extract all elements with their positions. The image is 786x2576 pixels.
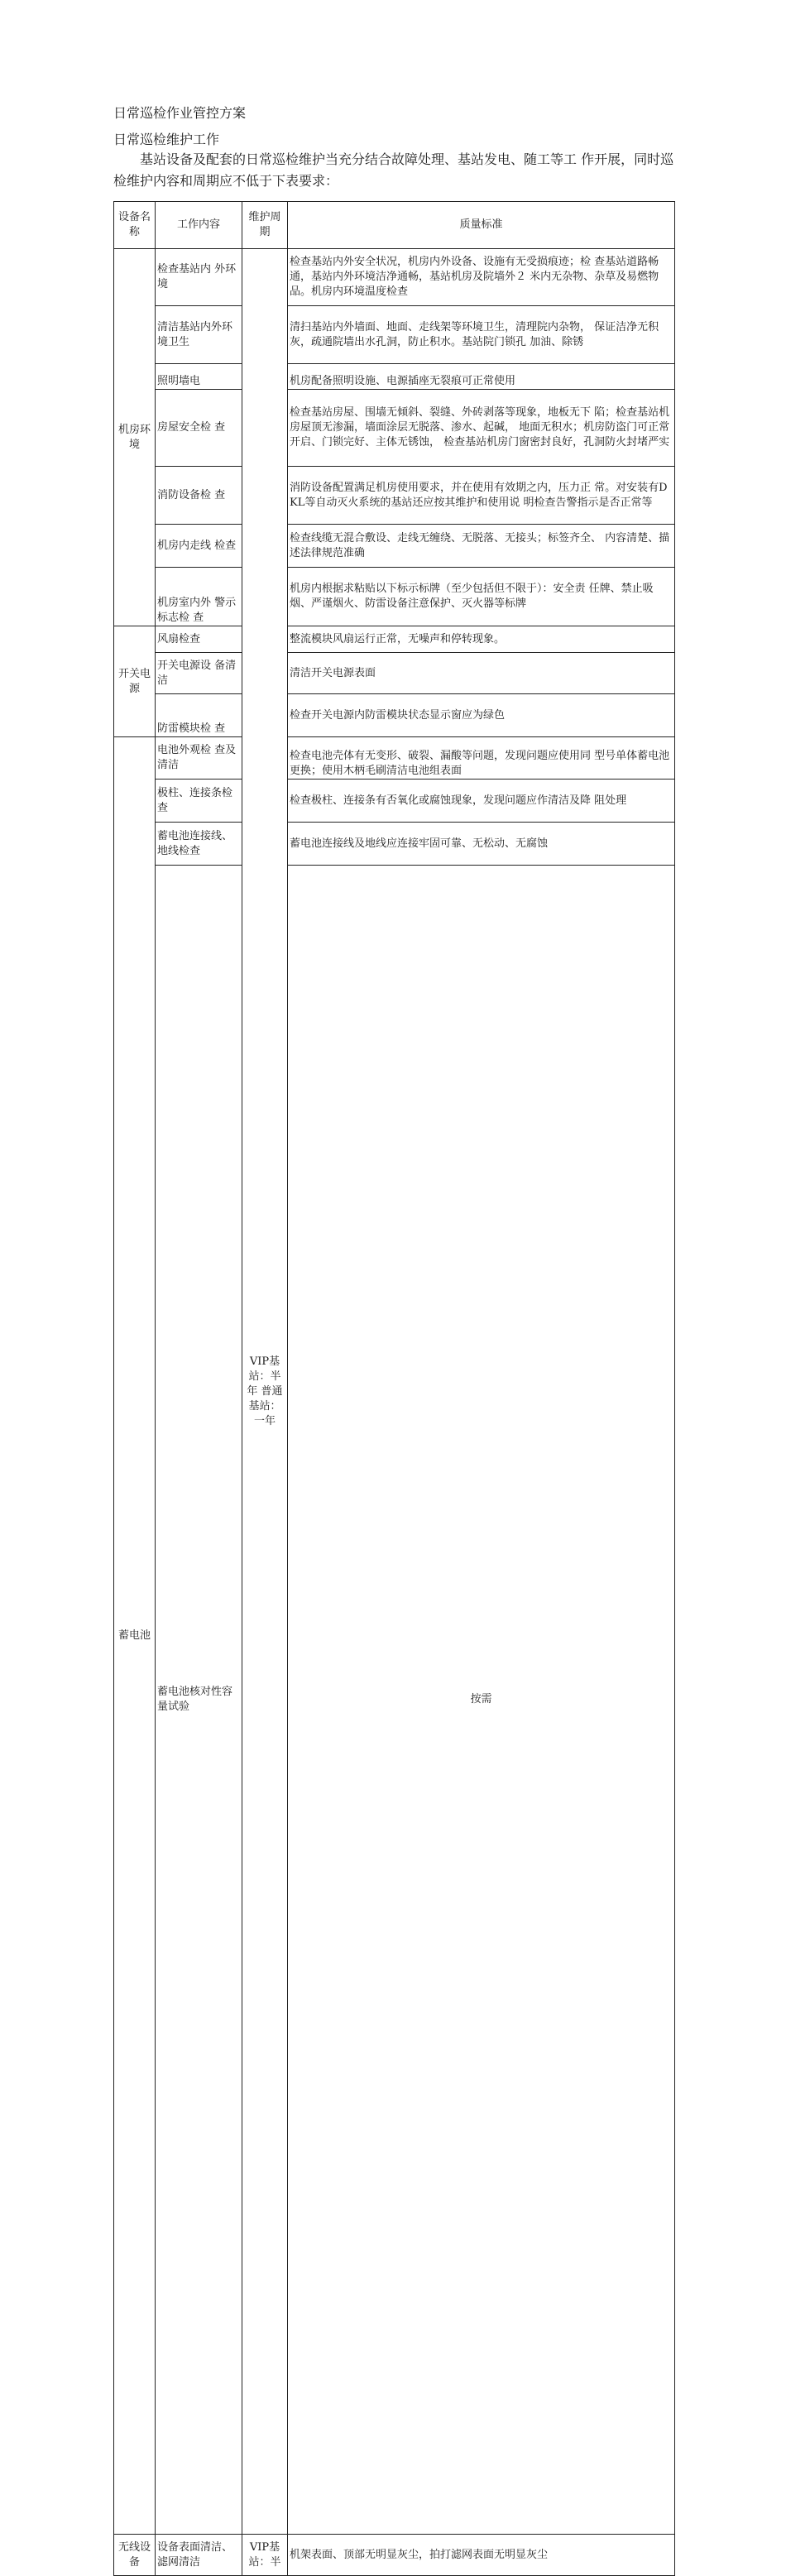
table-row bbox=[114, 866, 675, 2535]
header-category: 设备名称 bbox=[114, 202, 156, 249]
table-row bbox=[114, 249, 675, 306]
table-row bbox=[114, 737, 675, 780]
task-cell: 设备表面清洁、滤网清洁 bbox=[156, 2535, 242, 2576]
standard-cell: 检查开关电源内防雷模块状态显示窗应为绿色 bbox=[288, 694, 675, 737]
standard-cell: 消防设备配置满足机房使用要求，并在使用有效期之内，压力正 常。对安装有DKL等自动灭火系统的基站还应按其维护和使用说 明检查告警指示是否正常等 bbox=[288, 467, 675, 525]
intro-paragraph: 基站设备及配套的日常巡检维护当充分结合故障处理、基站发电、随工等工 作开展，同时巡检维护内容和周期应不低于下表要求： bbox=[113, 151, 674, 189]
standard-cell: 检查基站房屋、围墙无倾斜、裂缝、外砖剥落等现象，地板无下 陷；检查基站机房屋顶无渗漏，墙面涂层无脱落、渗水、起碱， 地面无积水；机房防盗门可正常开启、门锁完好、主体无锈蚀， 检查基站机房门窗密封良好，孔洞防火封堵严实 bbox=[288, 390, 675, 467]
standard-cell: 检查线缆无混合敷设、走线无缠绕、无脱落、无接头；标签齐全、 内容清楚、描述法律规范准确 bbox=[288, 525, 675, 568]
task-cell: 消防设备检 查 bbox=[156, 467, 242, 525]
task-cell: 电池外观检 查及清洁 bbox=[156, 737, 242, 780]
cycle-wireless: VIP基站：半 bbox=[242, 2535, 288, 2576]
header-task: 工作内容 bbox=[156, 202, 242, 249]
task-cell: 蓄电池连接线、地线检查 bbox=[156, 823, 242, 866]
standard-cell: 清扫基站内外墙面、地面、走线架等环境卫生，清理院内杂物， 保证洁净无积灰，疏通院墙出水孔洞，防止积水。基站院门锁孔 加油、除锈 bbox=[288, 306, 675, 364]
cycle-main: VIP基站：半年 普通基站：一年 bbox=[242, 249, 288, 2535]
category-room: 机房环境 bbox=[114, 249, 156, 626]
task-cell: 房屋安全检 查 bbox=[156, 390, 242, 467]
table-row bbox=[114, 525, 675, 568]
section-heading: 日常巡检维护工作 bbox=[113, 132, 220, 147]
document-title: 日常巡检作业管控方案 bbox=[113, 105, 247, 121]
task-cell: 清洁基站内外环境卫生 bbox=[156, 306, 242, 364]
standard-cell: 清洁开关电源表面 bbox=[288, 653, 675, 694]
inspection-table bbox=[113, 201, 675, 2576]
table-row bbox=[114, 694, 675, 737]
task-cell: 机房室内外 警示标志检 查 bbox=[156, 568, 242, 626]
table-row bbox=[114, 626, 675, 653]
task-cell: 蓄电池核对性容量试验 bbox=[156, 866, 242, 2535]
standard-cell: 检查基站内外安全状况，机房内外设备、设施有无受损痕迹；检 查基站道路畅通，基站内外环境洁净通畅，基站机房及院墙外２ 米内无杂物、杂草及易燃物品。机房内环境温度检查 bbox=[288, 249, 675, 306]
table-row bbox=[114, 653, 675, 694]
header-cycle: 维护周期 bbox=[242, 202, 288, 249]
standard-cell: 机房内根据求粘贴以下标示标牌（至少包括但不限于）：安全责 任牌、禁止吸烟、严谨烟火、防雷设备注意保护、灭火器等标牌 bbox=[288, 568, 675, 626]
table-row bbox=[114, 467, 675, 525]
table-row bbox=[114, 390, 675, 467]
category-battery: 蓄电池 bbox=[114, 737, 156, 2535]
standard-cell: 整流模块风扇运行正常，无噪声和停转现象。 bbox=[288, 626, 675, 653]
task-cell: 风扇检查 bbox=[156, 626, 242, 653]
standard-cell: 机架表面、顶部无明显灰尘，拍打滤网表面无明显灰尘 bbox=[288, 2535, 675, 2576]
category-wireless: 无线设备 bbox=[114, 2535, 156, 2576]
table-row bbox=[114, 364, 675, 390]
task-cell: 开关电源设 备清洁 bbox=[156, 653, 242, 694]
category-power: 开关电源 bbox=[114, 626, 156, 737]
task-cell: 防雷模块检 查 bbox=[156, 694, 242, 737]
table-row bbox=[114, 568, 675, 626]
standard-cell: 检查电池壳体有无变形、破裂、漏酸等问题，发现问题应使用同 型号单体蓄电池更换；使用木柄毛刷清洁电池组表面 bbox=[288, 737, 675, 780]
table-header-row bbox=[114, 202, 675, 249]
table-row bbox=[114, 780, 675, 823]
cycle-ondemand: 按需 bbox=[288, 866, 675, 2535]
header-standard: 质量标准 bbox=[288, 202, 675, 249]
table-row bbox=[114, 306, 675, 364]
standard-cell: 机房配备照明设施、电源插座无裂痕可正常使用 bbox=[288, 364, 675, 390]
task-cell: 检查基站内 外环境 bbox=[156, 249, 242, 306]
standard-cell: 检查极柱、连接条有否氧化或腐蚀现象，发现问题应作清洁及降 阻处理 bbox=[288, 780, 675, 823]
table-row bbox=[114, 823, 675, 866]
task-cell: 照明墙电 bbox=[156, 364, 242, 390]
table-row bbox=[114, 2535, 675, 2576]
task-cell: 极柱、连接条检查 bbox=[156, 780, 242, 823]
task-cell: 机房内走线 检查 bbox=[156, 525, 242, 568]
standard-cell: 蓄电池连接线及地线应连接牢固可靠、无松动、无腐蚀 bbox=[288, 823, 675, 866]
